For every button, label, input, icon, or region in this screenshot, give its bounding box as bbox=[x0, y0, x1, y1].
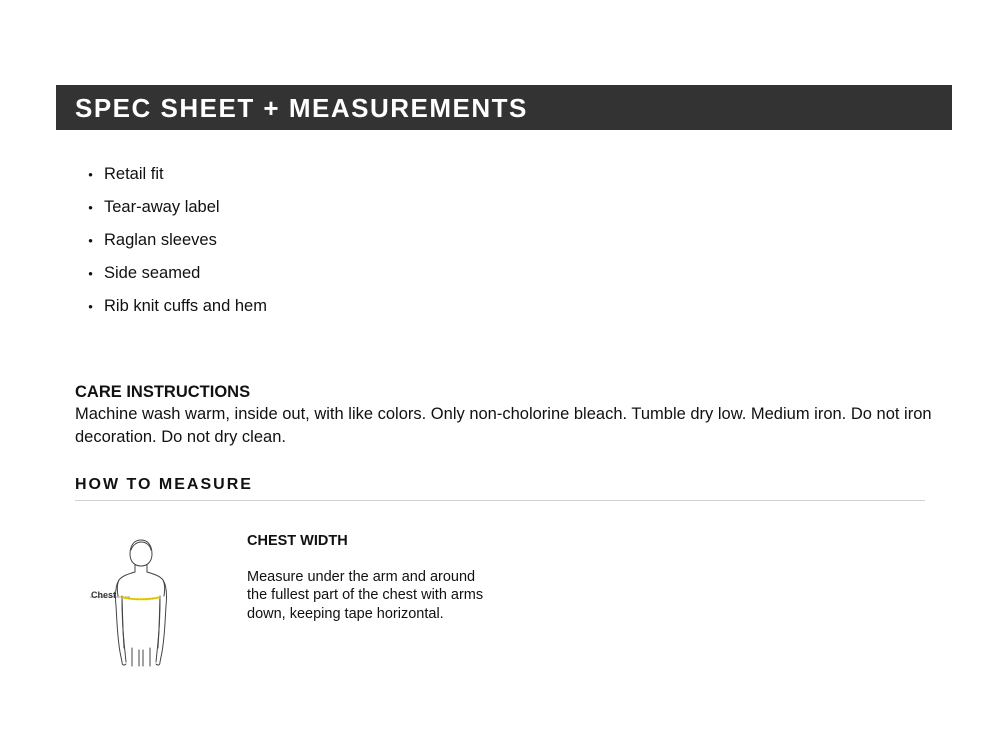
bullet-icon: • bbox=[88, 200, 93, 215]
care-instructions-text: Machine wash warm, inside out, with like colors. Only non-cholorine bleach. Tumble dry low. Medium iron. Do not iron decoration. Do not dry clean. bbox=[75, 405, 932, 446]
feature-list bbox=[75, 163, 267, 328]
bullet-icon: • bbox=[88, 233, 93, 248]
bullet-icon: • bbox=[88, 266, 93, 281]
header-bar bbox=[56, 85, 952, 130]
list-item bbox=[75, 229, 267, 262]
list-item bbox=[75, 196, 267, 229]
body-outline-illustration bbox=[86, 534, 196, 670]
list-item bbox=[75, 163, 267, 196]
list-item-label: Retail fit bbox=[104, 165, 164, 183]
list-item-label: Raglan sleeves bbox=[104, 231, 217, 249]
how-to-measure-heading: HOW TO MEASURE bbox=[75, 476, 253, 493]
body-outline-icon bbox=[86, 534, 196, 670]
chest-width-heading: CHEST WIDTH bbox=[247, 533, 348, 549]
chest-width-description: Measure under the arm and around the fullest part of the chest with arms down, keeping tape horizontal. bbox=[247, 569, 484, 622]
care-instructions-heading: CARE INSTRUCTIONS bbox=[75, 383, 251, 401]
chest-label: Chest bbox=[91, 590, 117, 600]
page-title: SPEC SHEET + MEASUREMENTS bbox=[75, 92, 528, 123]
section-divider bbox=[75, 500, 925, 501]
bullet-icon: • bbox=[88, 299, 93, 314]
list-item bbox=[75, 295, 267, 328]
list-item-label: Side seamed bbox=[104, 264, 201, 282]
list-item bbox=[75, 262, 267, 295]
list-item-label: Tear-away label bbox=[104, 198, 220, 216]
list-item-label: Rib knit cuffs and hem bbox=[104, 297, 267, 315]
bullet-icon: • bbox=[88, 167, 93, 182]
